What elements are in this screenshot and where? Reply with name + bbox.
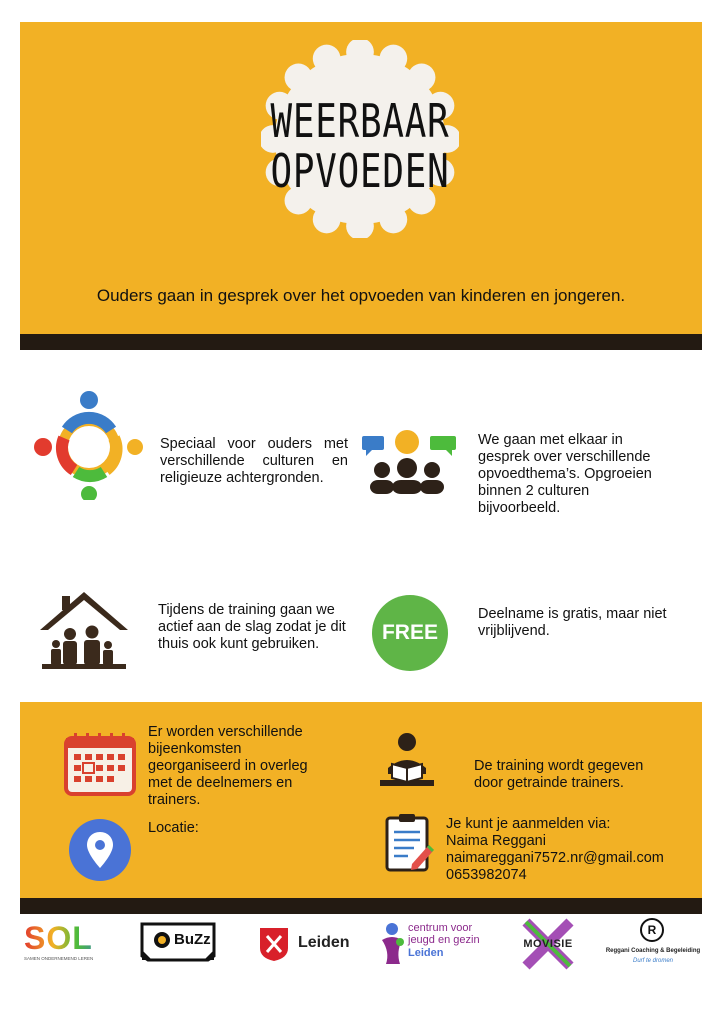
- movisie-logo-text: MOVISIE: [523, 938, 573, 950]
- divider-bar-top: [20, 334, 702, 350]
- location-label: Locatie:: [148, 820, 199, 836]
- location-pin-icon: [68, 818, 132, 882]
- signup-info: [446, 816, 696, 884]
- reggani-logo-mark: R: [640, 918, 664, 942]
- signup-email[interactable]: naimareggani7572.nr@gmail.com: [446, 850, 664, 866]
- cjg-logo: [380, 920, 494, 972]
- signup-name: Naima Reggani: [446, 833, 546, 849]
- info-text-meetings: Er worden verschillende bijeenkomsten georganiseerd in overleg met de deelnemers en trainers.: [148, 724, 308, 808]
- feature-text-practice: Tijdens de training gaan we actief aan de slag zodat je dit thuis ook kunt gebruiken.: [158, 602, 346, 652]
- trainer-reading-icon: [380, 732, 434, 788]
- subtitle: Ouders gaan in gesprek over het opvoeden van kinderen en jongeren.: [96, 286, 626, 305]
- flyer: [20, 22, 702, 984]
- sol-logo: [24, 922, 106, 968]
- signup-phone[interactable]: 0653982074: [446, 867, 527, 883]
- sol-tagline: SAMEN ONDERNEMEND LEREN: [24, 956, 94, 961]
- signup-intro: Je kunt je aanmelden via:: [446, 816, 611, 832]
- people-circle-icon: [34, 390, 144, 500]
- features-section: [20, 350, 702, 702]
- cjg-line-1: centrum voor: [408, 922, 473, 934]
- cjg-line-2: jeugd en gezin: [408, 934, 480, 946]
- flyer-title: [266, 96, 453, 196]
- cjg-figure-icon: [380, 922, 404, 966]
- reggani-logo: [604, 914, 702, 976]
- leiden-logo-text: Leiden: [298, 934, 350, 951]
- feature-text-cultures: Speciaal voor ouders met verschillende culturen en religieuze achtergronden.: [160, 436, 348, 486]
- partner-logos: [20, 914, 702, 984]
- divider-bar-bottom: [20, 898, 702, 914]
- movisie-logo: [516, 918, 580, 974]
- feature-text-themes: We gaan met elkaar in gesprek over verschillende opvoedthema’s. Opgroeien binnen 2 culturen bijvoorbeeld.: [478, 432, 652, 516]
- leiden-logo: [258, 924, 354, 964]
- cjg-line-3: Leiden: [408, 947, 444, 959]
- family-house-icon: [38, 590, 130, 672]
- info-section: [20, 702, 702, 898]
- info-text-trainers: De training wordt gegeven door getrainde trainers.: [474, 758, 644, 791]
- header-section: [20, 22, 702, 334]
- feature-text-free: Deelname is gratis, maar niet vrijblijvend.: [478, 606, 667, 639]
- leiden-shield-icon: [258, 926, 290, 962]
- sol-logo-text: SOL: [24, 922, 106, 954]
- reggani-slogan: Durf te dromen: [632, 958, 674, 964]
- reggani-name: Reggani Coaching & Begeleiding: [605, 948, 701, 954]
- discussion-group-icon: [360, 408, 460, 494]
- title-line-2: OPVOEDEN: [270, 144, 450, 198]
- title-line-1: WEERBAAR: [270, 94, 450, 148]
- calendar-icon: [64, 732, 136, 796]
- clipboard-icon: [384, 812, 434, 872]
- free-badge-icon: FREE: [372, 595, 448, 671]
- buzz-logo: [138, 922, 218, 962]
- buzz-logo-text: BuZz: [174, 931, 211, 948]
